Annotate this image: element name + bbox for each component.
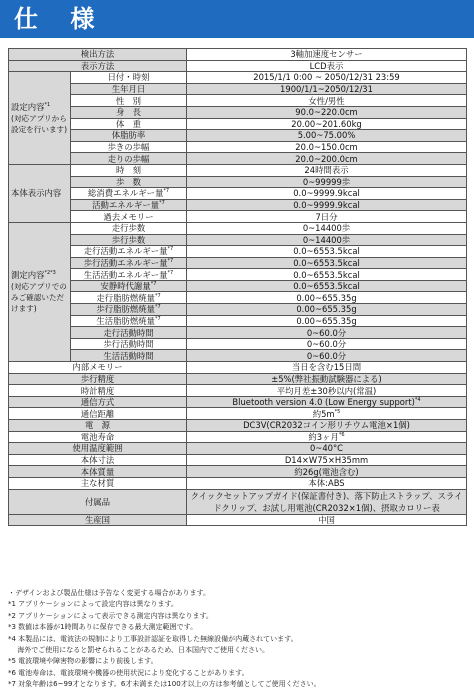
spec-value xyxy=(187,199,467,211)
spec-value-text: 0~60.0分 xyxy=(306,339,347,350)
footnote-line: *3 数値は本器が1時間ありに保存できる最大測定範囲です。 xyxy=(8,623,198,632)
spec-label xyxy=(9,396,187,408)
spec-row xyxy=(9,280,467,292)
spec-row xyxy=(9,234,467,246)
spec-value-text: 当日を含む15日間 xyxy=(291,362,362,373)
spec-value-text: LCD表示 xyxy=(309,60,344,71)
spec-label-text: 表示方法 xyxy=(80,60,115,71)
spec-value xyxy=(187,385,467,397)
spec-value xyxy=(187,222,467,234)
spec-label xyxy=(71,269,187,281)
spec-row xyxy=(9,49,467,61)
spec-value xyxy=(187,408,467,420)
spec-value xyxy=(187,280,467,292)
spec-label-text: 時計精度 xyxy=(80,385,115,396)
spec-table xyxy=(8,48,467,526)
spec-row xyxy=(9,514,467,526)
spec-value-text: 0.0~6553.5kcal xyxy=(293,281,360,292)
spec-value xyxy=(187,362,467,374)
spec-value xyxy=(187,153,467,165)
spec-label xyxy=(9,362,187,374)
spec-label xyxy=(9,385,187,397)
footnote-line: *6 電池寿命は、電波環境や機器の使用状況により変化することがあります。 xyxy=(8,668,249,677)
spec-value-text: 平均月差±30秒以内(常温) xyxy=(276,385,377,396)
spec-label xyxy=(71,153,187,165)
spec-label-text: 体脂肪率 xyxy=(111,130,146,141)
spec-value xyxy=(187,304,467,316)
spec-value: クイックセットアップガイド(保証書付き)、落下防止ストラップ、スライドクリップ、お試し用電池(CR2032×1個)、摂取カロリー表 xyxy=(187,489,467,514)
spec-value xyxy=(187,269,467,281)
spec-value-text: 0.0~9999.9kcal xyxy=(293,188,360,199)
spec-value xyxy=(187,234,467,246)
category-note: (対応アプリから設定を行います) xyxy=(11,113,68,134)
category-cell xyxy=(9,222,71,361)
spec-label xyxy=(9,408,187,420)
spec-value xyxy=(187,454,467,466)
spec-label xyxy=(71,257,187,269)
spec-row xyxy=(9,211,467,223)
spec-value xyxy=(187,431,467,443)
footnote-marker: *7 xyxy=(167,269,174,276)
spec-row xyxy=(9,95,467,107)
spec-value xyxy=(187,72,467,84)
spec-value-text: ±5%(弊社振動試験器による) xyxy=(271,373,382,384)
spec-label xyxy=(71,188,187,200)
spec-label-text: 歩行歩数 xyxy=(111,234,146,245)
footnote-marker: *2*3 xyxy=(44,270,56,277)
spec-value-text: 0.00~655.35g xyxy=(296,292,357,303)
spec-label xyxy=(9,443,187,455)
spec-value xyxy=(187,211,467,223)
spec-value-text: 20.00~201.60kg xyxy=(291,118,362,129)
spec-label xyxy=(71,72,187,84)
spec-label-text: 内部メモリー xyxy=(72,362,123,373)
spec-label xyxy=(71,234,187,246)
footnote-line: *5 電波環境や障害物の影響により前後します。 xyxy=(8,657,158,666)
spec-value xyxy=(187,466,467,478)
footnote-line: 海外でご使用になると罰せられることがあるため、日本国内でご使用ください。 xyxy=(8,646,269,655)
footnote-marker: *1 xyxy=(44,101,51,108)
spec-row xyxy=(9,431,467,443)
spec-label-text: 性 別 xyxy=(115,95,142,106)
spec-row xyxy=(9,304,467,316)
spec-label-text: 歩行脂肪燃焼量 xyxy=(96,304,155,315)
category-label: 測定内容 xyxy=(11,269,45,280)
spec-value-text: 7日分 xyxy=(315,211,338,222)
spec-label: 生産国 xyxy=(9,514,187,526)
spec-row xyxy=(9,489,467,514)
spec-label-text: 検出方法 xyxy=(80,49,115,60)
spec-label xyxy=(71,315,187,327)
spec-label-text: 体 重 xyxy=(115,118,142,129)
spec-value-text: DC3V(CR2032コイン形リチウム電池×1個) xyxy=(243,420,410,431)
spec-label-text: 総消費エネルギー量 xyxy=(87,188,164,199)
spec-label-text: 通信距離 xyxy=(80,408,115,419)
spec-label-text: 通信方式 xyxy=(80,397,115,408)
spec-label-text: 歩きの歩幅 xyxy=(107,142,150,153)
spec-label-text: 歩行精度 xyxy=(80,373,115,384)
category-cell xyxy=(9,72,71,165)
spec-value xyxy=(187,338,467,350)
footnote-marker: *4 xyxy=(414,397,421,404)
spec-value xyxy=(187,327,467,339)
spec-row xyxy=(9,141,467,153)
spec-value xyxy=(187,373,467,385)
footnote-marker: *7 xyxy=(159,200,165,207)
spec-label-text: 歩 数 xyxy=(115,176,142,187)
spec-value-text: 約26g(電池含む) xyxy=(294,466,359,477)
spec-value-text: 2015/1/1 0:00 ~ 2050/12/31 23:59 xyxy=(253,72,400,83)
footnote-line: ・デザインおよび製品仕様は予告なく変更する場合があります。 xyxy=(8,589,210,597)
spec-label-text: 使用温度範囲 xyxy=(72,443,123,454)
spec-value xyxy=(187,257,467,269)
spec-row xyxy=(9,164,467,176)
spec-label-text: 生活脂肪燃焼量 xyxy=(96,315,155,326)
spec-value-text: 20.0~150.0cm xyxy=(295,142,358,153)
footnote-marker: *7 xyxy=(154,292,161,299)
spec-label xyxy=(71,95,187,107)
spec-label-text: 日付・時刻 xyxy=(107,72,150,83)
spec-row xyxy=(9,72,467,84)
spec-value-text: 0~14400歩 xyxy=(302,234,351,245)
spec-label-text: 歩行活動エネルギー量 xyxy=(83,257,168,268)
footnote-marker: *6 xyxy=(338,432,345,439)
spec-label-text: 本体質量 xyxy=(80,466,115,477)
spec-row xyxy=(9,222,467,234)
footnote-marker: *7 xyxy=(163,188,170,195)
spec-label xyxy=(71,118,187,130)
spec-value-text: 20.0~200.0cm xyxy=(295,153,358,164)
spec-label-text: 本体寸法 xyxy=(80,455,115,466)
spec-label xyxy=(71,106,187,118)
spec-label xyxy=(71,292,187,304)
spec-value-text: 0.0~6553.5kcal xyxy=(293,246,360,257)
spec-label xyxy=(71,327,187,339)
spec-label-text: 電池寿命 xyxy=(80,431,115,442)
spec-row xyxy=(9,199,467,211)
spec-row xyxy=(9,60,467,72)
spec-value-text: Bluetooth version 4.0 (Low Energy support) xyxy=(232,397,415,408)
spec-label xyxy=(9,373,187,385)
spec-label xyxy=(71,176,187,188)
spec-value-text: 0~40°C xyxy=(309,443,344,454)
spec-value-text: 0~60.0分 xyxy=(306,350,347,361)
spec-row xyxy=(9,373,467,385)
spec-row xyxy=(9,385,467,397)
spec-value-text: 本体:ABS xyxy=(308,478,345,489)
spec-row xyxy=(9,396,467,408)
spec-label xyxy=(9,454,187,466)
spec-label-text: 安静時代謝量 xyxy=(100,281,151,292)
footnote-marker: *7 xyxy=(154,304,161,311)
spec-row xyxy=(9,269,467,281)
spec-value xyxy=(187,176,467,188)
spec-row xyxy=(9,408,467,420)
spec-value-text: 1900/1/1~2050/12/31 xyxy=(280,84,373,95)
spec-label xyxy=(9,477,187,489)
spec-value xyxy=(187,188,467,200)
spec-label xyxy=(71,304,187,316)
spec-row xyxy=(9,257,467,269)
spec-value xyxy=(187,315,467,327)
spec-row xyxy=(9,362,467,374)
spec-value-text: 0~60.0分 xyxy=(306,327,347,338)
spec-label xyxy=(71,141,187,153)
category-label: 設定内容 xyxy=(11,101,45,112)
spec-value-text: 24時間表示 xyxy=(304,165,349,176)
spec-value xyxy=(187,164,467,176)
spec-value-text: 0.0~9999.9kcal xyxy=(293,200,360,211)
spec-label xyxy=(71,211,187,223)
spec-row xyxy=(9,118,467,130)
spec-label-text: 生年月日 xyxy=(111,84,146,95)
footnote-marker: *7 xyxy=(167,246,174,253)
spec-label-text: 歩行活動時間 xyxy=(103,339,154,350)
spec-value-text: 約5m xyxy=(312,408,335,419)
spec-label-text: 時 刻 xyxy=(115,165,142,176)
page-title: 仕 様 xyxy=(14,5,107,33)
spec-value xyxy=(187,83,467,95)
spec-value-text: 0~99999歩 xyxy=(302,176,351,187)
spec-row xyxy=(9,83,467,95)
spec-label-text: 生活活動時間 xyxy=(103,350,154,361)
spec-row xyxy=(9,443,467,455)
spec-value xyxy=(187,420,467,432)
spec-label-text: 走行活動エネルギー量 xyxy=(83,246,168,257)
spec-value xyxy=(187,118,467,130)
spec-label xyxy=(71,338,187,350)
spec-label xyxy=(71,199,187,211)
spec-row xyxy=(9,477,467,489)
spec-value xyxy=(187,141,467,153)
spec-value xyxy=(187,292,467,304)
spec-row xyxy=(9,327,467,339)
category-label: 本体表示内容 xyxy=(11,187,62,198)
spec-label-text: 主な材質 xyxy=(80,478,115,489)
spec-value-text: 0.0~6553.5kcal xyxy=(293,269,360,280)
footnote-marker: *5 xyxy=(334,408,341,415)
spec-label-text: 過去メモリー xyxy=(103,211,154,222)
spec-value xyxy=(187,60,467,72)
spec-value xyxy=(187,49,467,61)
spec-label xyxy=(71,246,187,258)
spec-label xyxy=(9,420,187,432)
spec-row xyxy=(9,338,467,350)
spec-value xyxy=(187,130,467,142)
spec-row xyxy=(9,454,467,466)
spec-label xyxy=(9,466,187,478)
spec-label-text: 走りの歩幅 xyxy=(107,153,150,164)
spec-label-text: 活動エネルギー量 xyxy=(92,200,160,211)
spec-label: 付属品 xyxy=(9,489,187,514)
spec-label xyxy=(71,164,187,176)
footnotes xyxy=(8,588,470,691)
spec-row xyxy=(9,246,467,258)
spec-label xyxy=(9,60,187,72)
spec-label xyxy=(71,83,187,95)
spec-row xyxy=(9,153,467,165)
spec-value xyxy=(187,246,467,258)
spec-label-text: 電 源 xyxy=(84,420,111,431)
spec-value xyxy=(187,477,467,489)
spec-label-text: 走行歩数 xyxy=(111,223,146,234)
spec-row xyxy=(9,292,467,304)
spec-value-text: 90.0~220.0cm xyxy=(295,107,358,118)
spec-value-text: 女性/男性 xyxy=(308,95,345,106)
spec-value-text: 0.0~6553.5kcal xyxy=(293,257,360,268)
spec-value-text: 0~14400歩 xyxy=(302,223,351,234)
footnote-marker: *7 xyxy=(154,316,161,323)
spec-label xyxy=(71,350,187,362)
spec-label xyxy=(9,431,187,443)
spec-row xyxy=(9,350,467,362)
spec-label-text: 走行活動時間 xyxy=(103,327,154,338)
category-cell xyxy=(9,164,71,222)
spec-value xyxy=(187,443,467,455)
spec-row xyxy=(9,130,467,142)
spec-row xyxy=(9,315,467,327)
footnote-line: *1 アプリケーションによって設定内容は異なります。 xyxy=(8,600,178,609)
spec-value-text: 0.00~655.35g xyxy=(296,315,357,326)
spec-value-text: 約3ヶ月 xyxy=(308,431,339,442)
spec-value-text: 3軸加速度センサー xyxy=(290,49,363,60)
spec-row xyxy=(9,188,467,200)
spec-label-text: 身 長 xyxy=(115,107,142,118)
spec-label xyxy=(71,280,187,292)
spec-label-text: 生活活動エネルギー量 xyxy=(83,269,168,280)
spec-value-text: 5.00~75.00% xyxy=(297,130,356,141)
spec-value xyxy=(187,95,467,107)
spec-row xyxy=(9,420,467,432)
spec-value: 中国 xyxy=(187,514,467,526)
spec-row xyxy=(9,176,467,188)
spec-value xyxy=(187,350,467,362)
footnote-marker: *7 xyxy=(167,258,174,265)
spec-label-text: 走行脂肪燃焼量 xyxy=(96,292,155,303)
footnote-line: *4 本製品には、電波法の規制により工事設計認証を取得した無線設備が内蔵されています。 xyxy=(8,634,298,643)
spec-value xyxy=(187,106,467,118)
spec-value-text: D14×W75×H35mm xyxy=(284,455,369,466)
spec-value-text: 0.00~655.35g xyxy=(296,304,357,315)
spec-label xyxy=(71,130,187,142)
spec-value xyxy=(187,396,467,408)
spec-label xyxy=(71,222,187,234)
spec-row xyxy=(9,466,467,478)
spec-row xyxy=(9,106,467,118)
footnote-line: *7 対象年齢は6~99才となります。6才未満または100才以上の方は参考値としてご使用ください。 xyxy=(8,680,321,689)
footnote-marker: *7 xyxy=(150,281,157,288)
footnote-line: *2 アプリケーションによって表示できる測定内容は異なります。 xyxy=(8,611,213,620)
spec-label xyxy=(9,49,187,61)
category-note: (対応アプリでのみご確認いただけます) xyxy=(11,281,67,313)
title-banner xyxy=(0,0,474,38)
